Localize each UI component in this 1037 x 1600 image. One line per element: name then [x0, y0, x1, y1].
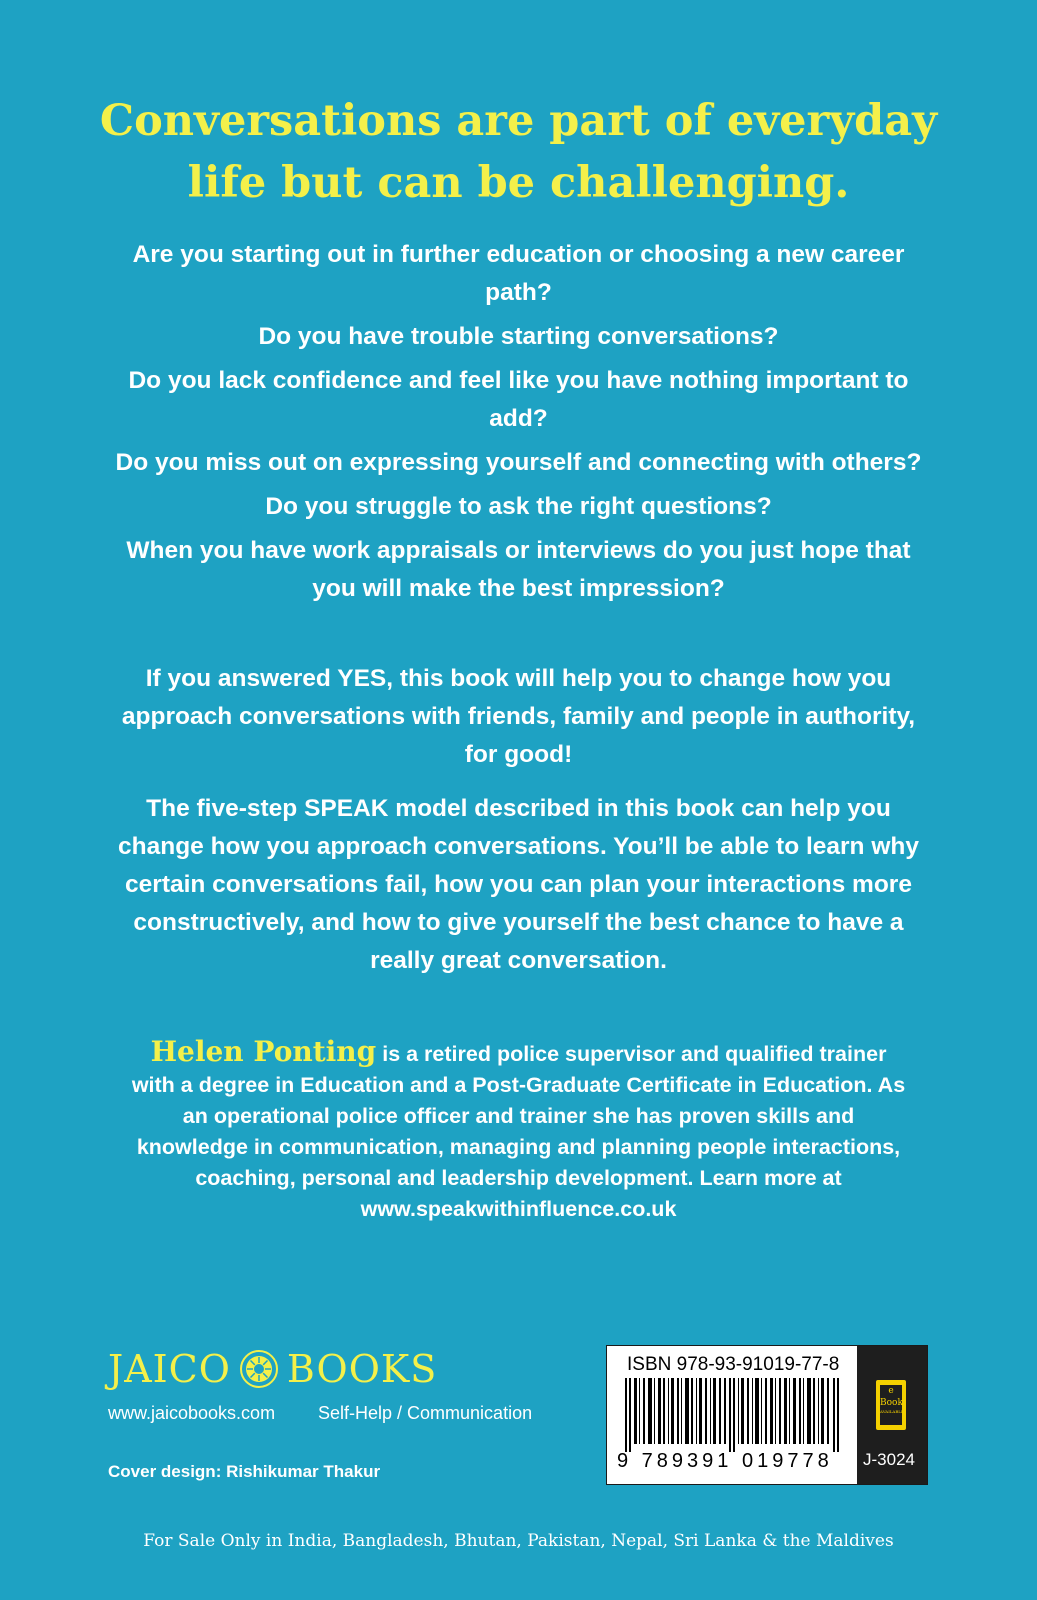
question-list	[110, 236, 927, 614]
model-paragraph: The five-step SPEAK model described in this book can help you change how you approach conversations. You’ll be able to learn why certain conversations fail, how you can plan your interactions more constructively, and how to give yourself the best chance to have a really great conversation.	[118, 795, 919, 974]
headline	[40, 90, 997, 214]
question-item: Are you starting out in further education or choosing a new career path?	[132, 241, 905, 306]
publisher-meta	[108, 1403, 548, 1424]
publisher-website: www.jaicobooks.com	[108, 1403, 276, 1423]
product-code: J-3024	[863, 1450, 915, 1469]
publisher-logo	[108, 1343, 548, 1395]
ebook-available-icon	[876, 1380, 906, 1430]
question-item: Do you lack confidence and feel like you have nothing important to add?	[128, 367, 909, 432]
isbn-label: ISBN 978-93-91019-77-8	[627, 1354, 840, 1375]
headline-line-2: life but can be challenging.	[187, 158, 850, 208]
question-item: Do you struggle to ask the right questions?	[265, 493, 772, 520]
ebook-badge-available: AVAILABLE	[880, 1409, 904, 1414]
question-item: Do you have trouble starting conversations?	[258, 323, 779, 350]
headline-line-1: Conversations are part of everyday	[99, 96, 938, 146]
publisher-block	[108, 1343, 548, 1463]
ean-number: 9 789391 019778	[617, 1450, 833, 1472]
cover-credit: Cover design: Rishikumar Thakur	[108, 1462, 381, 1481]
publisher-name-left: JAICO	[108, 1347, 231, 1391]
question-item: Do you miss out on expressing yourself and connecting with others?	[115, 449, 922, 476]
ebook-badge-book: Book	[880, 1398, 903, 1408]
sale-notice: For Sale Only in India, Bangladesh, Bhutan, Pakistan, Nepal, Sri Lanka & the Maldives	[143, 1531, 894, 1551]
sun-icon	[239, 1349, 279, 1389]
barcode-box	[606, 1345, 928, 1485]
ebook-badge-e: e	[888, 1386, 894, 1396]
barcode-graphic	[625, 1378, 843, 1452]
author-bio-text: is a retired police supervisor and qualified trainer with a degree in Education and a Post-Graduate Certificate in Education. As an operational police officer and trainer she has proven skills and knowledge in communication, managing and planning people interactions, coaching, personal and leadership development. Learn more at www.speakwithinfluence.co.uk	[131, 1042, 906, 1221]
author-name: Helen Ponting	[150, 1035, 377, 1068]
author-bio	[130, 1036, 907, 1225]
book-category: Self-Help / Communication	[318, 1403, 533, 1423]
publisher-name-right: BOOKS	[286, 1347, 438, 1391]
answer-paragraph: If you answered YES, this book will help you to change how you approach conversations with friends, family and people in authority, for good!	[121, 665, 916, 768]
question-item: When you have work appraisals or interviews do you just hope that you will make the best impression?	[126, 537, 911, 602]
barcode-side-strip	[857, 1346, 927, 1484]
